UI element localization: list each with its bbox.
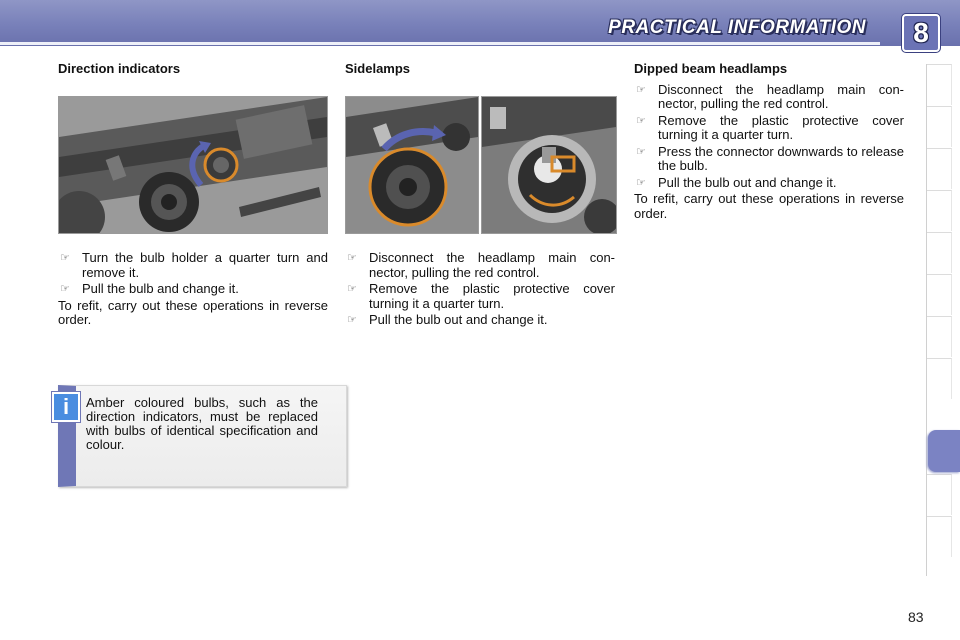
list-item: ☞ Remove the plastic protective cover turning it a quarter turn. [347, 281, 615, 311]
sidelamp-illustration-right [481, 96, 617, 234]
chapter-number: 8 [913, 17, 929, 48]
list-item: ☞ Turn the bulb holder a quarter turn and remove it. [60, 250, 328, 280]
chapter-badge [902, 14, 940, 52]
pointing-hand-icon: ☞ [60, 252, 70, 264]
list-item: ☞ Pull the bulb out and change it. [636, 174, 837, 190]
header-divider [0, 42, 880, 45]
pointing-hand-icon: ☞ [347, 252, 357, 264]
list-item: ☞ Disconnect the headlamp main con-nector, pulling the red control. [636, 81, 904, 111]
info-icon: i [52, 392, 80, 422]
page-number: 83 [908, 609, 924, 625]
chapter-tab[interactable] [927, 316, 952, 357]
chapter-tab-active[interactable] [928, 430, 960, 472]
pointing-hand-icon: ☞ [636, 145, 646, 158]
pointing-hand-icon: ☞ [636, 114, 646, 127]
sidelamps-steps [345, 251, 615, 330]
dipped-beam-block [634, 62, 904, 221]
sidelamps-heading: Sidelamps [345, 61, 411, 76]
pointing-hand-icon: ☞ [347, 283, 357, 295]
direction-indicators-heading-block [58, 62, 328, 83]
pointing-hand-icon: ☞ [636, 83, 646, 96]
chapter-tab[interactable] [927, 516, 952, 557]
sidelamp-illustration-left [345, 96, 479, 234]
chapter-tab[interactable] [927, 474, 952, 515]
pointing-hand-icon: ☞ [347, 314, 357, 326]
direction-indicators-heading: Direction indicators [58, 61, 181, 76]
pointing-hand-icon: ☞ [636, 176, 646, 189]
chapter-tab[interactable] [927, 148, 952, 189]
list-item: ☞ Remove the plastic protective cover turning it a quarter turn. [636, 112, 904, 142]
direction-indicators-steps [58, 251, 328, 328]
refit-note: To refit, carry out these operations in reverse order. [58, 297, 328, 327]
refit-note: To refit, carry out these operations in reverse order. [634, 191, 904, 221]
info-text: Amber coloured bulbs, such as the direction indicators, must be replaced with bulbs of identical specification and colour. [86, 395, 318, 452]
chapter-tabs [926, 64, 953, 576]
chapter-tab[interactable] [927, 232, 952, 273]
direction-indicator-illustration [58, 96, 328, 234]
page-title: PRACTICAL INFORMATION [608, 17, 866, 38]
list-item: ☞ Disconnect the headlamp main con-nector, pulling the red control. [347, 250, 615, 280]
list-item: ☞ Press the connector downwards to release the bulb. [636, 143, 904, 173]
pointing-hand-icon: ☞ [60, 283, 70, 295]
list-item: ☞ Pull the bulb out and change it. [347, 312, 548, 327]
chapter-tab[interactable] [927, 190, 952, 231]
dipped-beam-heading: Dipped beam headlamps [634, 61, 788, 76]
list-item: ☞ Pull the bulb and change it. [60, 281, 239, 296]
chapter-tab[interactable] [927, 106, 952, 147]
chapter-tab[interactable] [927, 64, 952, 105]
chapter-tab[interactable] [927, 274, 952, 315]
sidelamps-heading-block [345, 62, 615, 83]
chapter-tab[interactable] [927, 358, 952, 399]
